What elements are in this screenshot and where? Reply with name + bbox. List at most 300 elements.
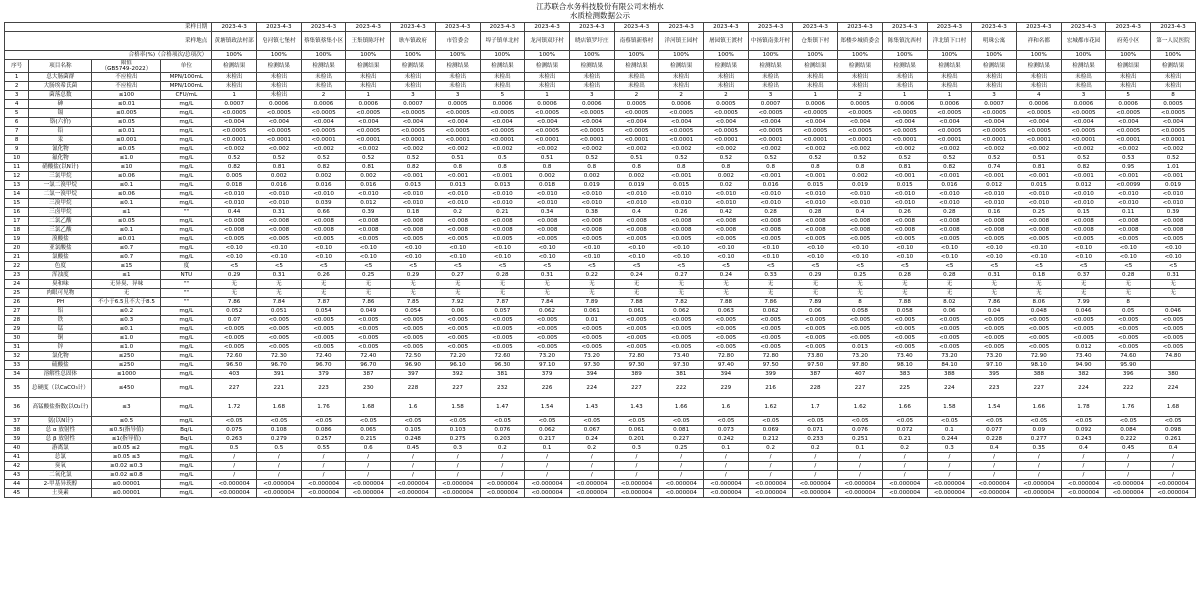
result-cell: <0.05 <box>391 417 436 426</box>
result-cell: 0.0006 <box>301 100 346 109</box>
result-cell: 0.81 <box>882 163 927 172</box>
row-number: 18 <box>5 226 29 235</box>
result-cell: 224 <box>927 379 972 398</box>
item-name: 肉眼可见物 <box>29 289 92 298</box>
result-cell: / <box>256 471 301 480</box>
row-number: 9 <box>5 145 29 154</box>
table-row <box>5 271 1196 280</box>
result-cell: 0.071 <box>793 426 838 435</box>
result-cell: 0.105 <box>391 426 436 435</box>
result-cell: 0.015 <box>793 181 838 190</box>
result-cell: 无 <box>1151 289 1196 298</box>
row-number: 16 <box>5 208 29 217</box>
result-cell: 227 <box>1016 379 1061 398</box>
result-cell: <0.0005 <box>525 109 570 118</box>
result-cell: 96.70 <box>301 361 346 370</box>
result-cell: 0.002 <box>301 172 346 181</box>
result-cell: 0.8 <box>659 163 704 172</box>
result-cell: <0.000004 <box>659 480 704 489</box>
result-cell: / <box>704 462 749 471</box>
result-cell: <0.008 <box>1151 217 1196 226</box>
result-cell: <0.000004 <box>1061 489 1106 498</box>
result-cell: <0.008 <box>569 217 614 226</box>
result-cell: 382 <box>1061 370 1106 379</box>
result-cell: / <box>212 471 257 480</box>
result-cell: <0.002 <box>212 145 257 154</box>
result-cell: <0.005 <box>614 334 659 343</box>
item-name: 三溴甲烷 <box>29 199 92 208</box>
result-cell: 0.5 <box>480 154 525 163</box>
result-cell: 0.057 <box>480 307 525 316</box>
result-cell: 0.046 <box>1061 307 1106 316</box>
result-cell: 7.92 <box>435 298 480 307</box>
result-cell: / <box>614 462 659 471</box>
result-cell: / <box>569 471 614 480</box>
result-cell: 0.6 <box>346 444 391 453</box>
result-cell: 380 <box>1151 370 1196 379</box>
result-cell: <0.010 <box>614 199 659 208</box>
result-cell: 未检出 <box>793 73 838 82</box>
result-cell: 0.061 <box>569 307 614 316</box>
result-cell: 0.012 <box>1061 181 1106 190</box>
result-cell: 0.4 <box>1151 444 1196 453</box>
result-cell: <0.005 <box>301 343 346 352</box>
table-row <box>5 109 1196 118</box>
result-cell: <0.000004 <box>525 480 570 489</box>
result-cell: <0.0005 <box>1061 109 1106 118</box>
result-cell: <0.002 <box>838 145 883 154</box>
limit-value: ≤0.01 <box>92 235 161 244</box>
result-cell: / <box>435 471 480 480</box>
result-cell: 72.60 <box>212 352 257 361</box>
result-cell: <0.010 <box>927 190 972 199</box>
result-cell: <0.0001 <box>346 136 391 145</box>
result-cell: <0.008 <box>435 226 480 235</box>
pass-rate-cell: 100% <box>480 51 525 60</box>
table-row <box>5 298 1196 307</box>
result-cell: 1.62 <box>748 398 793 417</box>
result-cell: 无 <box>391 280 436 289</box>
result-cell: <0.000004 <box>1061 480 1106 489</box>
item-name: 色度 <box>29 262 92 271</box>
result-cell: / <box>1106 471 1151 480</box>
result-cell: 232 <box>480 379 525 398</box>
result-cell: 0.24 <box>569 435 614 444</box>
table-row <box>5 426 1196 435</box>
pass-rate-cell: 100% <box>391 51 436 60</box>
result-cell: <0.000004 <box>793 480 838 489</box>
result-cell: / <box>480 453 525 462</box>
result-cell: <0.10 <box>748 253 793 262</box>
limit-value: ≤1(指导值) <box>92 435 161 444</box>
result-cell: 0.0005 <box>435 100 480 109</box>
result-cell: 未检出 <box>838 73 883 82</box>
result-cell: 97.30 <box>614 361 659 370</box>
row-number: 11 <box>5 163 29 172</box>
result-cell: <0.008 <box>525 217 570 226</box>
unit: mg/L <box>161 379 212 398</box>
item-name: PH <box>29 298 92 307</box>
result-cell: <0.000004 <box>704 480 749 489</box>
sample-location-cell: 埠子镇单北村 <box>480 32 525 51</box>
result-cell: 0.8 <box>435 163 480 172</box>
table-row <box>5 334 1196 343</box>
result-cell: <0.005 <box>972 334 1017 343</box>
result-cell: <0.010 <box>346 190 391 199</box>
result-cell: 7.89 <box>569 298 614 307</box>
result-cell: 0.31 <box>256 208 301 217</box>
result-cell: <5 <box>301 262 346 271</box>
result-cell: 0.0007 <box>391 100 436 109</box>
item-name: 2-甲基异莰醇 <box>29 480 92 489</box>
result-cell: 0.51 <box>435 154 480 163</box>
report-subtitle: 水质检测数据公示 <box>570 11 630 20</box>
result-cell: 无 <box>704 280 749 289</box>
result-cell: / <box>1106 462 1151 471</box>
limit-value: ≤0.005 <box>92 109 161 118</box>
result-cell: <0.008 <box>301 226 346 235</box>
result-cell: <0.004 <box>435 118 480 127</box>
result-cell: 0.06 <box>435 307 480 316</box>
result-cell: 0.8 <box>793 163 838 172</box>
result-cell: 0.0007 <box>972 100 1017 109</box>
result-cell: 未检出 <box>569 82 614 91</box>
result-cell: 5 <box>480 91 525 100</box>
unit: "" <box>161 298 212 307</box>
result-cell: 0.2 <box>748 444 793 453</box>
result-cell: 未检出 <box>972 82 1017 91</box>
result-cell: 0.26 <box>882 208 927 217</box>
result-cell: <0.005 <box>1151 235 1196 244</box>
result-cell: <0.008 <box>748 217 793 226</box>
result-cell: 0.0006 <box>480 100 525 109</box>
sample-location-cell: 祥和名都 <box>1016 32 1061 51</box>
result-cell: 0.0006 <box>569 100 614 109</box>
result-cell: 97.10 <box>525 361 570 370</box>
result-cell: 无 <box>1061 280 1106 289</box>
result-cell: 228 <box>391 379 436 398</box>
header-row-date <box>5 23 1196 32</box>
item-name: 一氯二溴甲烷 <box>29 181 92 190</box>
result-cell: 73.20 <box>525 352 570 361</box>
result-cell: 0.42 <box>704 208 749 217</box>
result-cell: <0.004 <box>525 118 570 127</box>
result-cell: 无 <box>256 280 301 289</box>
result-cell: <0.0005 <box>391 109 436 118</box>
table-row <box>5 91 1196 100</box>
result-cell: 0.054 <box>301 307 346 316</box>
result-cell: 1.66 <box>1016 398 1061 417</box>
result-cell: 226 <box>525 379 570 398</box>
result-cell: 0.203 <box>480 435 525 444</box>
result-cell: 224 <box>1151 379 1196 398</box>
result-cell: <0.005 <box>480 235 525 244</box>
item-name: 三氯甲烷 <box>29 172 92 181</box>
result-cell: <0.005 <box>838 325 883 334</box>
result-cell: <0.000004 <box>1106 480 1151 489</box>
result-cell: / <box>569 462 614 471</box>
result-cell: 0.217 <box>525 435 570 444</box>
result-cell: 0.228 <box>972 435 1017 444</box>
result-cell: <0.005 <box>480 334 525 343</box>
result-cell: 230 <box>346 379 391 398</box>
result-cell: 未检出 <box>704 73 749 82</box>
result-cell: <0.10 <box>480 244 525 253</box>
result-cell: 227 <box>212 379 257 398</box>
result-cell: <5 <box>704 262 749 271</box>
result-cell <box>1151 361 1196 370</box>
unit: Bq/L <box>161 435 212 444</box>
result-cell: <0.005 <box>391 316 436 325</box>
result-cell: <0.005 <box>435 343 480 352</box>
result-cell: 0.28 <box>882 271 927 280</box>
result-cell: 0.45 <box>1106 444 1151 453</box>
result-cell: 0.018 <box>212 181 257 190</box>
sample-date-cell: 2023-4-3 <box>838 23 883 32</box>
result-cell: 0.222 <box>1106 435 1151 444</box>
result-cell: <0.010 <box>256 199 301 208</box>
result-cell: 未检出 <box>391 82 436 91</box>
result-cell: <0.008 <box>614 226 659 235</box>
sample-date-cell: 2023-4-3 <box>1151 23 1196 32</box>
result-cell: 0.084 <box>1106 426 1151 435</box>
table-row <box>5 244 1196 253</box>
result-cell: 0.52 <box>346 154 391 163</box>
result-cell: <0.010 <box>301 190 346 199</box>
sample-location-cell: 第一人民医院 <box>1151 32 1196 51</box>
row-number: 23 <box>5 271 29 280</box>
result-cell: <0.05 <box>256 417 301 426</box>
company-title: 江苏联合水务科技股份有限公司末梢水 <box>536 2 664 11</box>
result-cell: 无 <box>212 280 257 289</box>
result-cell: <0.05 <box>301 417 346 426</box>
row-number: 13 <box>5 181 29 190</box>
result-cell: 7.86 <box>748 298 793 307</box>
result-cell: 3 <box>435 91 480 100</box>
result-cell: 0.002 <box>525 172 570 181</box>
result-cell: / <box>301 453 346 462</box>
result-cell: <0.005 <box>346 334 391 343</box>
result-cell: 227 <box>614 379 659 398</box>
unit: mg/L <box>161 444 212 453</box>
table-row <box>5 235 1196 244</box>
result-cell: / <box>614 471 659 480</box>
result-cell: 0.26 <box>301 271 346 280</box>
result-cell: 7.84 <box>256 298 301 307</box>
result-cell: 0.3 <box>435 444 480 453</box>
result-cell: <0.010 <box>1061 199 1106 208</box>
limit-value: ≤0.2 <box>92 307 161 316</box>
result-cell: 无 <box>525 280 570 289</box>
result-cell: 1.68 <box>256 398 301 417</box>
result-cell: <0.005 <box>480 343 525 352</box>
row-number: 7 <box>5 127 29 136</box>
result-cell: <0.0005 <box>927 127 972 136</box>
result-cell: 84.10 <box>927 361 972 370</box>
item-name: 浑浊度 <box>29 271 92 280</box>
result-cell: <0.008 <box>614 217 659 226</box>
result-cell: 0.002 <box>704 172 749 181</box>
unit: mg/L <box>161 244 212 253</box>
result-cell: <0.005 <box>972 343 1017 352</box>
sample-date-cell: 2023-4-3 <box>435 23 480 32</box>
result-cell: / <box>1061 462 1106 471</box>
result-cell: <0.0005 <box>614 109 659 118</box>
item-name: 三卤甲烷 <box>29 208 92 217</box>
pass-rate-cell: 100% <box>569 51 614 60</box>
header-row-location <box>5 32 1196 51</box>
result-cell: 0.52 <box>748 154 793 163</box>
result-cell: 0.067 <box>569 426 614 435</box>
result-cell: 0.0005 <box>838 100 883 109</box>
result-cell: 1.66 <box>659 398 704 417</box>
result-cell: <0.004 <box>793 118 838 127</box>
result-cell: <0.008 <box>212 226 257 235</box>
result-cell: 0.019 <box>614 181 659 190</box>
result-cell: <0.10 <box>659 253 704 262</box>
result-cell: 未检出 <box>704 82 749 91</box>
result-cell: <0.0001 <box>1016 136 1061 145</box>
row-number: 12 <box>5 172 29 181</box>
result-cell: <0.05 <box>1106 417 1151 426</box>
result-cell: 0.0005 <box>1151 100 1196 109</box>
result-cell: <0.002 <box>927 145 972 154</box>
result-cell: <0.010 <box>972 199 1017 208</box>
result-cell: <0.005 <box>927 316 972 325</box>
result-cell: / <box>1106 453 1151 462</box>
result-cell: / <box>1016 462 1061 471</box>
result-cell: 72.40 <box>346 352 391 361</box>
result-cell: 0.233 <box>793 435 838 444</box>
item-name: 二氯乙酸 <box>29 217 92 226</box>
row-number: 15 <box>5 199 29 208</box>
result-cell: 无 <box>1106 280 1151 289</box>
result-cell: <0.000004 <box>614 480 659 489</box>
result-cell: <0.005 <box>391 325 436 334</box>
result-cell: 未检出 <box>435 73 480 82</box>
result-cell: / <box>659 462 704 471</box>
result-cell: 96.10 <box>435 361 480 370</box>
result-cell: <0.000004 <box>301 480 346 489</box>
unit: mg/L <box>161 199 212 208</box>
result-cell: <5 <box>748 262 793 271</box>
limit-value: ≤0.1 <box>92 199 161 208</box>
result-cell: <0.008 <box>301 217 346 226</box>
result-cell: 73.40 <box>1061 352 1106 361</box>
result-cell: 0.058 <box>838 307 883 316</box>
result-header-cell: 检测结果 <box>748 60 793 73</box>
result-cell: <0.010 <box>480 190 525 199</box>
result-cell: 0.015 <box>659 181 704 190</box>
result-cell: <0.10 <box>346 253 391 262</box>
result-cell: <0.008 <box>346 226 391 235</box>
limit-value: ≤1000 <box>92 370 161 379</box>
col-item-header: 项目名称 <box>29 60 92 73</box>
result-cell: <0.10 <box>346 244 391 253</box>
result-cell: 0.063 <box>704 307 749 316</box>
result-cell: <0.10 <box>704 244 749 253</box>
result-cell: 无 <box>659 289 704 298</box>
result-cell: <0.005 <box>838 235 883 244</box>
result-cell: <0.005 <box>748 235 793 244</box>
result-cell: 3 <box>972 91 1017 100</box>
row-number: 14 <box>5 190 29 199</box>
item-name: 氯酸盐 <box>29 253 92 262</box>
result-cell: <0.10 <box>1106 253 1151 262</box>
limit-value: ≤250 <box>92 352 161 361</box>
result-cell: 0.0006 <box>346 100 391 109</box>
result-cell: <0.10 <box>1151 244 1196 253</box>
result-cell: <0.002 <box>346 145 391 154</box>
result-cell: 0.51 <box>1016 154 1061 163</box>
row-number: 4 <box>5 100 29 109</box>
result-cell: 222 <box>659 379 704 398</box>
result-cell: 3 <box>569 91 614 100</box>
result-cell: <0.010 <box>748 190 793 199</box>
result-cell: 未检出 <box>927 82 972 91</box>
result-cell: 0.0005 <box>704 100 749 109</box>
result-cell: 0.8 <box>569 163 614 172</box>
result-cell: 72.80 <box>614 352 659 361</box>
unit: mg/L <box>161 370 212 379</box>
limit-value: ≤0.1 <box>92 325 161 334</box>
result-cell: 无 <box>346 280 391 289</box>
result-cell: 0.33 <box>748 271 793 280</box>
result-cell: <0.05 <box>525 417 570 426</box>
result-cell: 73.40 <box>882 352 927 361</box>
result-cell: 0.95 <box>1106 163 1151 172</box>
table-row <box>5 398 1196 417</box>
result-cell: 388 <box>927 370 972 379</box>
col-no-header: 序号 <box>5 60 29 73</box>
result-cell: 0.24 <box>614 271 659 280</box>
result-cell: 未检出 <box>256 82 301 91</box>
unit: mg/L <box>161 118 212 127</box>
result-cell: 未检出 <box>659 82 704 91</box>
result-cell: <0.005 <box>882 343 927 352</box>
result-cell: 0.35 <box>1016 444 1061 453</box>
result-cell: <0.008 <box>391 217 436 226</box>
result-cell: <0.008 <box>704 226 749 235</box>
result-cell: <0.0005 <box>927 109 972 118</box>
unit: "" <box>161 280 212 289</box>
result-cell: 未检出 <box>480 73 525 82</box>
result-cell: <0.010 <box>212 199 257 208</box>
table-row <box>5 154 1196 163</box>
result-cell: <0.010 <box>212 190 257 199</box>
unit: mg/L <box>161 145 212 154</box>
result-cell: <0.0005 <box>1151 109 1196 118</box>
row-number: 20 <box>5 244 29 253</box>
row-number: 40 <box>5 444 29 453</box>
result-cell: 无 <box>346 289 391 298</box>
table-row <box>5 172 1196 181</box>
result-cell: 无 <box>391 289 436 298</box>
result-cell: <0.008 <box>212 217 257 226</box>
result-cell: <0.004 <box>256 118 301 127</box>
pass-rate-cell: 100% <box>927 51 972 60</box>
row-number: 17 <box>5 217 29 226</box>
result-cell: 未检出 <box>748 73 793 82</box>
result-cell: <0.0005 <box>569 127 614 136</box>
table-row <box>5 489 1196 498</box>
result-cell: 0.275 <box>435 435 480 444</box>
row-number: 10 <box>5 154 29 163</box>
item-name: 氰化物 <box>29 145 92 154</box>
sample-date-cell: 2023-4-3 <box>1016 23 1061 32</box>
pass-rate-cell: 100% <box>659 51 704 60</box>
result-cell: 1.76 <box>301 398 346 417</box>
